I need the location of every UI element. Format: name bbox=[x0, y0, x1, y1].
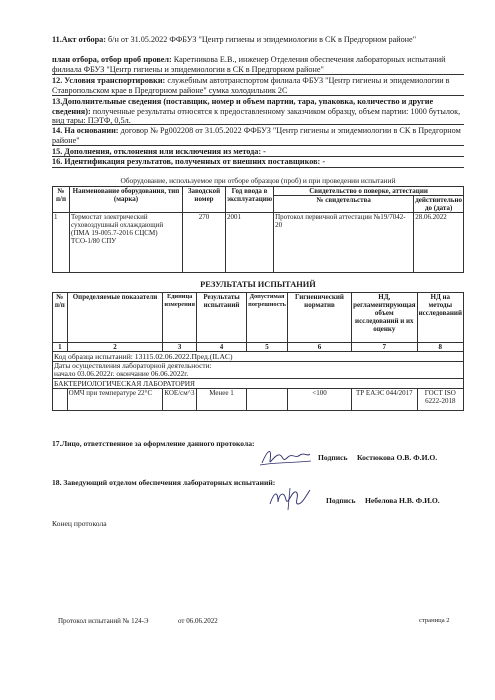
col-serial: Заводской номер bbox=[183, 187, 226, 213]
col-number: 7 bbox=[352, 343, 418, 352]
page-number: страница 2 bbox=[419, 617, 450, 624]
item-12: 12. Условия транспортировки: служебным автотранспортом филиала ФБУЗ "Центр гигиены и эпидемиологии в Ставропольском крае в Предгорном районе" сумка холодильник 2С bbox=[52, 76, 450, 95]
results-table bbox=[52, 292, 464, 411]
end-of-protocol: Конец протокола bbox=[52, 519, 107, 528]
equipment-table bbox=[52, 186, 464, 273]
divider bbox=[52, 95, 464, 96]
col-indicator: Определяемые показатели bbox=[67, 293, 163, 343]
col-number: 3 bbox=[163, 343, 197, 352]
cell-nd-method: ГОСТ ISO 6222-2018 bbox=[417, 389, 463, 411]
cell-hygiene-norm: <100 bbox=[287, 389, 351, 411]
col-result: Результаты испытаний bbox=[196, 293, 246, 343]
col-valid-until: действительно до (дата) bbox=[415, 196, 462, 212]
col-cert-number: № свидетельства bbox=[274, 196, 414, 213]
col-year: Год ввода в эксплуатацию bbox=[226, 187, 274, 213]
responsible-person-label: 17.Лицо, ответственное за оформление данного протокола: bbox=[52, 439, 255, 448]
signature-label: Подпись bbox=[326, 496, 356, 505]
footer-protocol: Протокол испытаний № 124-Э bbox=[58, 617, 149, 625]
col-hygiene-norm: Гигиенический норматив bbox=[287, 293, 351, 343]
col-number: 5 bbox=[247, 343, 288, 352]
cell-nd-regulation: ТР ЕАЭС 044/2017 bbox=[352, 389, 418, 411]
cell-num bbox=[53, 389, 68, 411]
cell-num: 1 bbox=[53, 213, 70, 273]
divider bbox=[52, 124, 464, 125]
footer-date: от 06.06.2022 bbox=[178, 617, 218, 625]
signer-name: Небелова Н.В. Ф.И.О. bbox=[365, 496, 440, 505]
signature-image bbox=[264, 484, 314, 512]
col-number: 1 bbox=[53, 343, 68, 352]
cell-unit: КОЕ/см^3 bbox=[163, 389, 197, 411]
col-number: 2 bbox=[67, 343, 163, 352]
col-name: Наименование оборудования, тип (марка) bbox=[70, 187, 183, 213]
col-number: 6 bbox=[287, 343, 351, 352]
cell-cert-number: Протокол первичной аттестации №19/7042-20 bbox=[274, 213, 414, 273]
col-nd-regulation: НД, регламентирующая объем исследований и их оценку bbox=[352, 293, 418, 343]
table-row bbox=[53, 213, 464, 273]
signature-label: Подпись bbox=[318, 453, 348, 462]
col-num: № п/п bbox=[53, 293, 68, 343]
activity-dates bbox=[53, 362, 464, 379]
item-16: 16. Идентификация результатов, полученных от внешних поставщиков: - bbox=[52, 157, 326, 166]
col-num: № п/п bbox=[53, 187, 70, 213]
col-number: 4 bbox=[196, 343, 246, 352]
cell-error bbox=[247, 389, 288, 411]
column-numbers-row bbox=[53, 343, 464, 352]
dates-heading: Даты осуществления лабораторной деятельности: bbox=[54, 361, 212, 370]
signature-image bbox=[258, 445, 312, 469]
col-certificate: Свидетельство о поверке, аттестации bbox=[274, 187, 464, 196]
results-title: РЕЗУЛЬТАТЫ ИСПЫТАНИЙ bbox=[200, 280, 316, 289]
item-15: 15. Дополнения, отклонения или исключения из метода: - bbox=[52, 147, 266, 156]
item-14: 14. На основании: договор № Рg002208 от 31.05.2022 ФФБУЗ "Центр гигиены и эпидемиологии в СК в Предгорном районе" bbox=[52, 126, 461, 145]
item-13: 13.Дополнительные сведения (поставщик, номер и объем партии, тара, упаковка, количество и другие сведения): полученные результаты относятся к предоставленному заказчиком образцу, объем партии: 1000 бутылок, вид тары: ПЭТФ, 0,5л. bbox=[52, 97, 461, 126]
col-nd-method: НД на методы исследований bbox=[417, 293, 463, 343]
divider bbox=[52, 167, 464, 168]
divider bbox=[52, 74, 464, 75]
table-row bbox=[53, 389, 464, 411]
divider bbox=[52, 145, 464, 146]
item-sampling-plan: план отбора, отбор проб провел: Каретникова Е.В., инженер Отделения обеспечения лабораторных испытаний филиала ФБУЗ "Центр гигиены и эпидемиологии в СК в Предгорном районе" bbox=[52, 55, 446, 74]
sample-code: Код образца испытаний: 13115.02.06.2022.Пред.(ILAC) bbox=[53, 352, 464, 362]
cell-year: 2001 bbox=[226, 213, 274, 273]
cell-result: Менее 1 bbox=[196, 389, 246, 411]
signer-name: Костюкова О.В. Ф.И.О. bbox=[357, 453, 438, 462]
cell-valid-until: 28.06.2022 bbox=[414, 213, 464, 273]
item-11: 11.Акт отбора: б/н от 31.05.2022 ФФБУЗ "Центр гигиены и эпидемиологии в СК в Предгорном районе" bbox=[52, 35, 417, 44]
dates-range: начало 03.06.2022г. окончание 06.06.2022г. bbox=[54, 369, 189, 378]
cell-serial: 270 bbox=[183, 213, 226, 273]
col-error: Допустимая погрешность bbox=[247, 293, 288, 343]
cell-name: Термостат электрический суховоздушный охлаждающий (ПМА 19-005.7-2016 СЦСМ) ТСО-1/80 СПУ bbox=[70, 213, 183, 273]
col-number: 8 bbox=[417, 343, 463, 352]
col-unit: Единица измерения bbox=[163, 293, 197, 343]
lab-head-label: 18. Заведующий отделом обеспечения лабораторных испытаний: bbox=[52, 478, 276, 487]
cell-indicator: ОМЧ при температуре 22°С bbox=[67, 389, 163, 411]
lab-name: БАКТЕРИОЛОГИЧЕСКАЯ ЛАБОРАТОРИЯ bbox=[53, 379, 464, 389]
equipment-caption: Оборудование, используемое при отборе образцов (проб) и при проведении испытаний bbox=[120, 176, 396, 185]
